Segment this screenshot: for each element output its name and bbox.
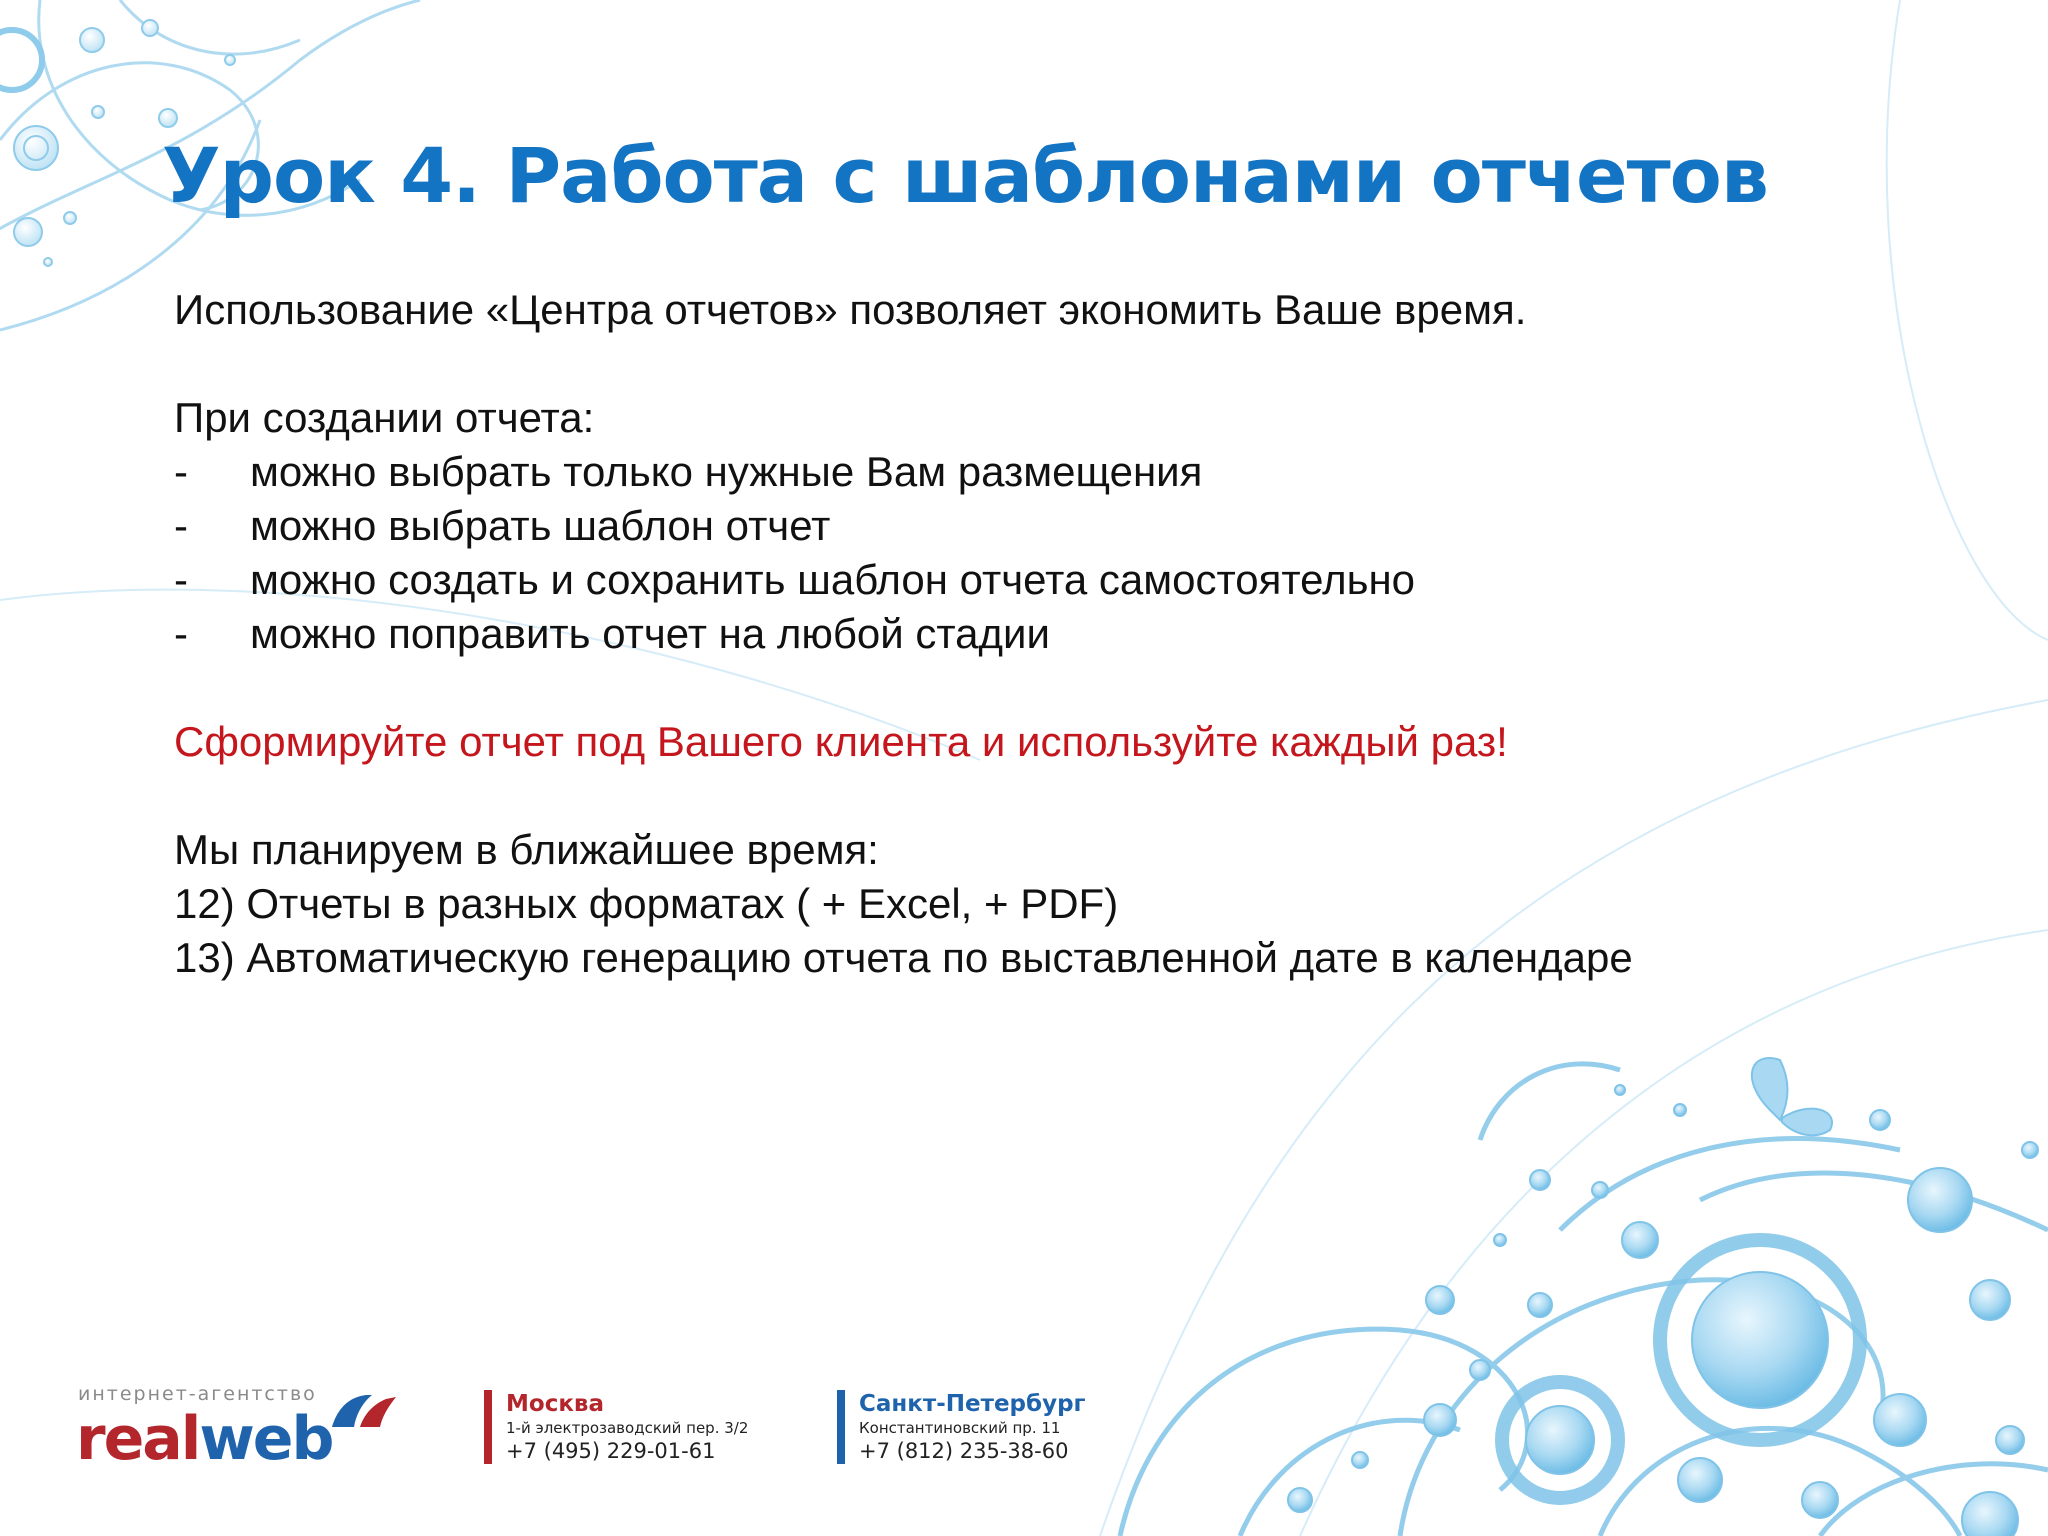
office-address: 1-й электрозаводский пер. 3/2 [506, 1419, 749, 1437]
list-item [174, 445, 1894, 499]
spacer [174, 337, 1894, 391]
spacer [174, 769, 1894, 823]
bottom-right-bubbles [1288, 1085, 2038, 1536]
bullet-dash: - [174, 448, 188, 495]
plan-item: 13) Автоматическую генерацию отчета по выставленной дате в календаре [174, 934, 1633, 981]
office-phone: +7 (495) 229-01-61 [506, 1439, 716, 1463]
office-city: Санкт-Петербург [859, 1391, 1086, 1417]
office-address: Константиновский пр. 11 [859, 1419, 1061, 1437]
realweb-logo [76, 1383, 396, 1493]
bottom-right-rings [1502, 1240, 1860, 1498]
list-item-text: можно поправить отчет на любой стадии [250, 610, 1050, 657]
slide-body [174, 283, 1894, 985]
list-item [174, 499, 1894, 553]
office-saint-petersburg [837, 1390, 1086, 1464]
office-city: Москва [506, 1391, 605, 1417]
list-item-text: можно выбрать только нужные Вам размещения [250, 448, 1203, 495]
plan-item: 12) Отчеты в разных форматах ( + Excel, + PDF) [174, 880, 1119, 927]
office-accent-bar [837, 1390, 845, 1464]
bullet-dash: - [174, 502, 188, 549]
list-item-text: можно создать и сохранить шаблон отчета самостоятельно [250, 556, 1416, 603]
logo-wordmark [76, 1404, 333, 1474]
logo-word-real: real [76, 1404, 200, 1474]
logo-tagline: интернет-агентство [78, 1383, 317, 1405]
logo-mark-icon [332, 1393, 396, 1429]
office-moscow [484, 1390, 748, 1464]
plans-heading: Мы планируем в ближайшее время: [174, 826, 879, 873]
butterfly-icon [1752, 1058, 1832, 1135]
list-item [174, 607, 1894, 661]
list-item-text: можно выбрать шаблон отчет [250, 502, 831, 549]
list-heading: При создании отчета: [174, 394, 595, 441]
intro-text: Использование «Центра отчетов» позволяет экономить Ваше время. [174, 286, 1527, 333]
spacer [174, 661, 1894, 715]
office-phone: +7 (812) 235-38-60 [859, 1439, 1069, 1463]
bottom-right-swirls [1120, 1064, 2048, 1536]
call-to-action: Сформируйте отчет под Вашего клиента и используйте каждый раз! [174, 718, 1508, 765]
bullet-dash: - [174, 556, 188, 603]
bullet-dash: - [174, 610, 188, 657]
logo-word-web: web [199, 1404, 333, 1474]
slide-title: Урок 4. Работа с шаблонами отчетов [162, 131, 1768, 220]
list-item [174, 553, 1894, 607]
office-accent-bar [484, 1390, 492, 1464]
